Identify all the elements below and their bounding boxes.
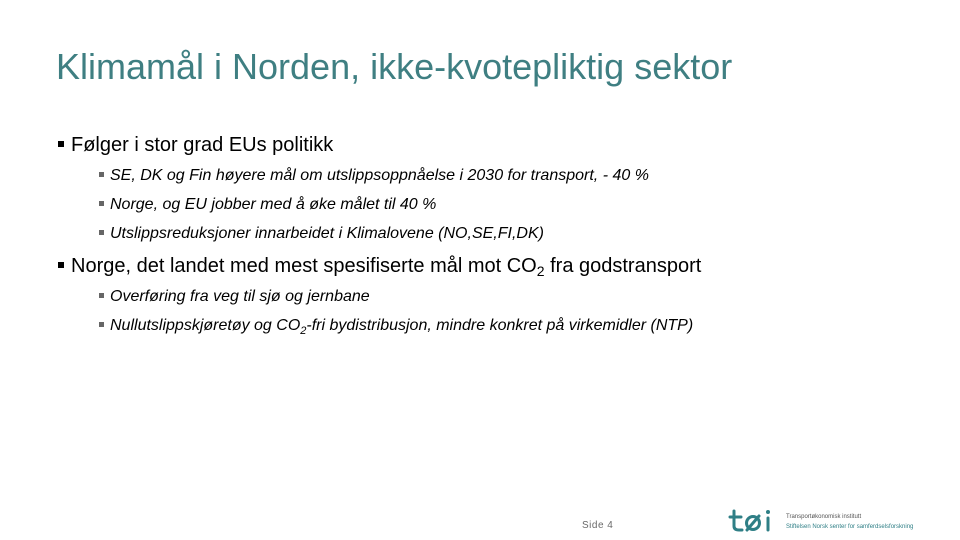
logo-line-2: Stiftelsen Norsk senter for samferdselsforskning <box>786 524 914 530</box>
toi-logo <box>728 509 778 538</box>
sub-bullet <box>99 196 436 214</box>
subscript: 2 <box>300 325 307 337</box>
bullet-text: Følger i stor grad EUs politikk <box>71 134 334 156</box>
bullet-text: Nullutslippskjøretøy og CO <box>110 317 301 334</box>
logo-line-1: Transportøkonomisk institutt <box>786 514 862 520</box>
bullet-text: Overføring fra veg til sjø og jernbane <box>110 288 370 305</box>
page-number: Side 4 <box>582 520 614 531</box>
bullet-text: Utslippsreduksjoner innarbeidet i Klimalovene (NO,SE,FI,DK) <box>110 225 544 242</box>
sub-bullet <box>99 317 693 337</box>
sub-bullet <box>99 225 544 243</box>
toi-logo-mark <box>728 509 778 533</box>
bullet-marker <box>99 322 104 327</box>
subscript: 2 <box>536 263 545 279</box>
bullet-marker <box>99 230 104 235</box>
sub-bullet <box>99 288 370 306</box>
bullet-1 <box>58 134 333 157</box>
bullet-text: Norge, det landet med mest spesifiserte mål mot CO <box>71 255 537 277</box>
bullet-marker <box>99 201 104 206</box>
bullet-marker <box>58 262 64 268</box>
bullet-text: SE, DK og Fin høyere mål om utslippsoppnåelse i 2030 for transport, - 40 % <box>110 167 649 184</box>
bullet-text: Norge, og EU jobber med å øke målet til 40 % <box>110 196 437 213</box>
bullet-text-end: fra godstransport <box>544 255 702 277</box>
bullet-2 <box>58 255 701 279</box>
slide-title: Klimamål i Norden, ikke-kvotepliktig sektor <box>56 46 733 87</box>
sub-bullet <box>99 167 649 185</box>
bullet-marker <box>99 293 104 298</box>
bullet-marker <box>58 141 64 147</box>
bullet-text-end: -fri bydistribusjon, mindre konkret på virkemidler (NTP) <box>306 317 694 334</box>
bullet-marker <box>99 172 104 177</box>
